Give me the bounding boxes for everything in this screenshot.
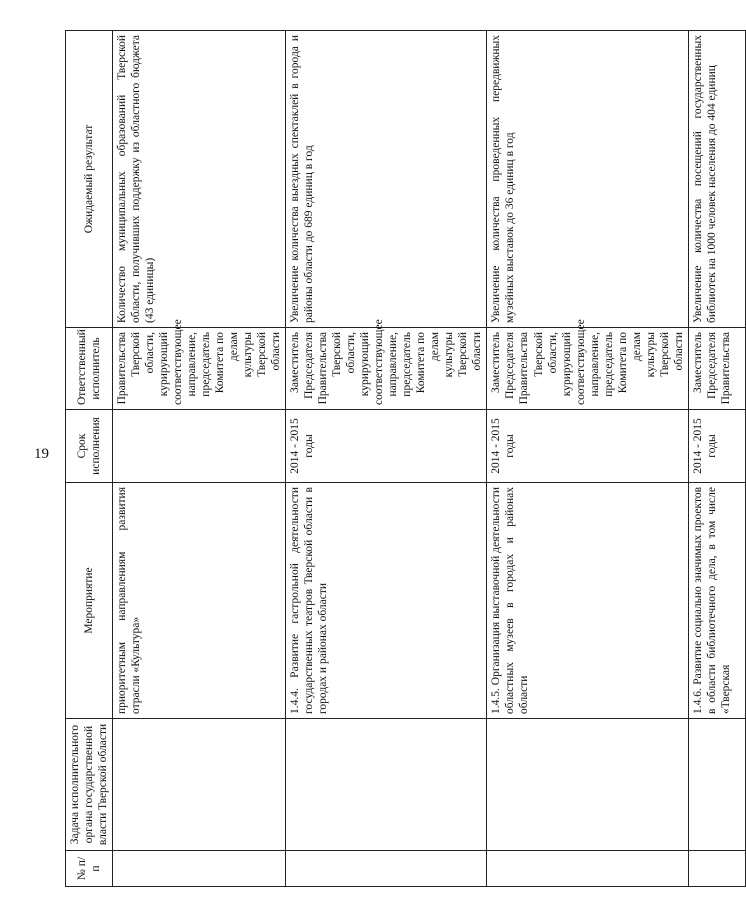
- cell-task: [688, 719, 745, 851]
- cell-term: 2014 - 2015 годы: [688, 410, 745, 483]
- cell-term: 2014 - 2015 годы: [286, 410, 487, 483]
- cell-activity: 1.4.4. Развитие гастрольной деятельности государственных театров Тверской области в городах и районах области: [286, 483, 487, 719]
- cell-term: 2014 - 2015 годы: [487, 410, 688, 483]
- cell-result: Количество муниципальных образований Тверской области, получивших поддержку из областного бюджета (43 единицы): [113, 31, 286, 328]
- header-task: Задача исполнительного органа государственной власти Тверской области: [66, 719, 113, 851]
- cell-activity: приоритетным направлениям развития отрасли «Культура»: [113, 483, 286, 719]
- header-executor: Ответственный исполнитель: [66, 328, 113, 410]
- cell-result: Увеличение количества проведенных передвижных музейных выставок до 36 единиц в год: [487, 31, 688, 328]
- table-row: [688, 31, 745, 887]
- table-row: [113, 31, 286, 887]
- header-term: Срок исполнения: [66, 410, 113, 483]
- cell-executor: Заместитель Председателя Правительства Тверской области, курирующий соответствующее направление, председатель Комитета по делам культуры Тверской области: [487, 328, 688, 410]
- page-number: 19: [34, 446, 49, 462]
- cell-result: Увеличение количества посещений государственных библиотек на 1000 человек населения до 404 единиц: [688, 31, 745, 328]
- plan-table: [65, 30, 746, 887]
- cell-num: [487, 851, 688, 887]
- document-sheet: [65, 30, 732, 887]
- table-row: [487, 31, 688, 887]
- cell-executor: Заместитель Председателя Правительства Тверской области, курирующий соответствующее направление, председатель Комитета по делам культуры Тверской области: [286, 328, 487, 410]
- cell-num: [688, 851, 745, 887]
- header-num: № п/п: [66, 851, 113, 887]
- rotated-table-wrapper: [65, 30, 732, 887]
- cell-num: [286, 851, 487, 887]
- cell-executor: Правительства Тверской области, курирующий соответствующее направление, председатель Комитета по делам культуры Тверской области: [113, 328, 286, 410]
- table-header-row: [66, 31, 113, 887]
- cell-num: [113, 851, 286, 887]
- cell-term: [113, 410, 286, 483]
- header-result: Ожидаемый результат: [66, 31, 113, 328]
- cell-task: [286, 719, 487, 851]
- header-activity: Мероприятие: [66, 483, 113, 719]
- cell-task: [113, 719, 286, 851]
- cell-activity: 1.4.5. Организация выставочной деятельности областных музеев в городах и районах области: [487, 483, 688, 719]
- cell-result: Увеличение количества выездных спектаклей в города и районы области до 689 единиц в год: [286, 31, 487, 328]
- cell-activity: 1.4.6. Развитие социально значимых проектов в области библиотечного дела, в том числе «Тверская: [688, 483, 745, 719]
- cell-task: [487, 719, 688, 851]
- cell-executor: Заместитель Председателя Правительства: [688, 328, 745, 410]
- table-row: [286, 31, 487, 887]
